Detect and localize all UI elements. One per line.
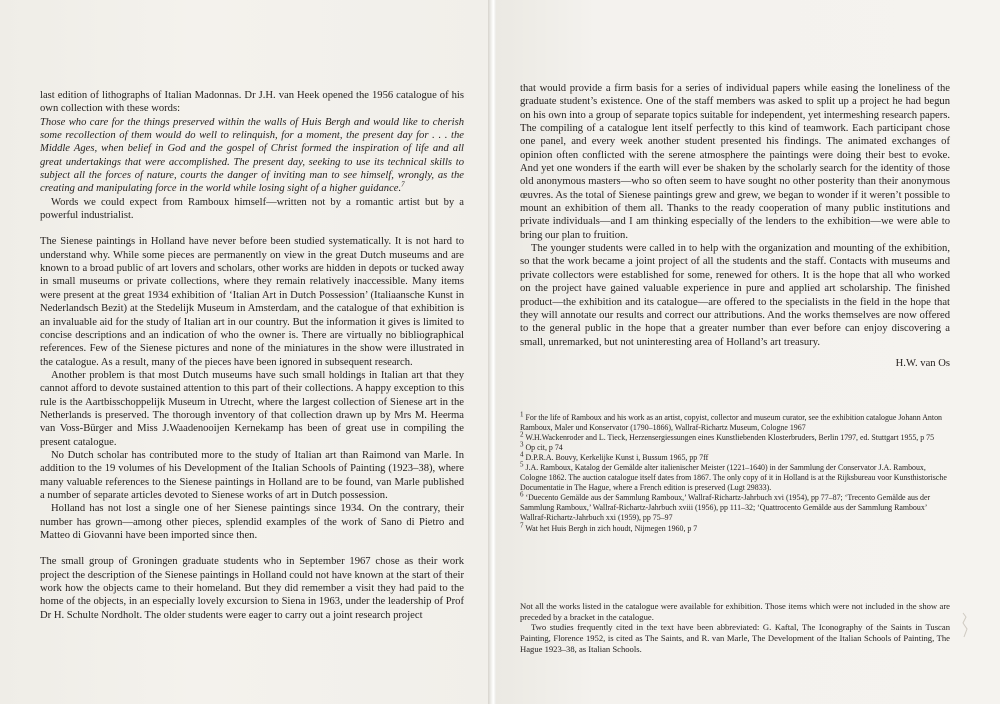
left-page: [0, 0, 490, 704]
footnote-item: $^4$ D.P.R.A. Bouvy, Kerkelijke Kunst i, Bussum 1965, pp 7ff: [520, 450, 709, 463]
footnote-item: $^1$ For the life of Ramboux and his work as an artist, copyist, collector and museum curator, see the exhibition catalogue Johann Anton Ramboux, Maler und Konservator (1790–1866), Wallraf-Richartz Museum, Cologne 1967: [520, 410, 942, 433]
paragraph: No Dutch scholar has contributed more to the study of Italian art than Raimond van Marle. In addition to the 19 volumes of his Development of the Italian Schools of Painting (1923–38), where many valuable references to the Sienese paintings in Holland are to be found, van Marle published a number of separate articles devoted to Sienese works of art in Dutch possession.: [40, 449, 464, 501]
right-page: [496, 0, 1000, 704]
pencil-mark-icon: [960, 611, 970, 639]
paragraph: that would provide a firm basis for a series of individual papers while easing the loneliness of the graduate student’s existence. One of the staff members was asked to split up a project he had begun on his own into a group of separate topics suitable for independent, yet intermeshing research papers. The compiling of a catalogue lent itself perfectly to this kind of teamwork. Each participant chose one panel, and every week another student presented his findings. The animated exchanges of opinion often conflicted with the serene atmosphere the paintings were doing their best to evoke. And yet one wonders if the earth will ever be shaken by the scholarly search for the identity of those old anonymous masters—who so often seem to have sought no other posterity than their anonymous œuvres. As the total of Sienese paintings grew and grew, we began to wonder if it weren’t possible to mount an exhibition of them all. Thanks to the ready cooperation of many public institutions and private individuals—and I am thinking especially of the lenders to the exhibition—we were able to bring our plan to fruition.: [520, 83, 950, 241]
paragraph: Another problem is that most Dutch museums have such small holdings in Italian art that they cannot afford to devote sustained attention to this part of their collections. A happy exception to this rule is the Aartbisschoppelijk Museum in Utrecht, where the largest collection of Sienese art in the Netherlands is preserved. The thorough inventory of that collection drawn up by Mrs M. Heerma van Voss-Bürger and Miss J.Waadenooijen Kernekamp has been of great use in compiling the present catalogue.: [40, 369, 464, 448]
footnotes: [520, 410, 950, 534]
quote-text: Those who care for the things preserved within the walls of Huis Bergh and would like to cherish some recollection of them would do well to relinquish, for a moment, the present day for . . . the Middle Ages, when belief in God and the gospel of Christ formed the inspiration of life and all great undertakings that were accomplished. The present day, seeking to use its technical skills to subject all the forces of nature, courts the danger of inviting man to see himself, wrongly, as the creating and manipulating force in the world while losing sight of a higher guidance.: [40, 116, 464, 195]
right-column: [520, 82, 950, 370]
intro-paragraph: last edition of lithographs of Italian Madonnas. Dr J.H. van Heek opened the 1956 catalogue of his own collection with these words:: [40, 90, 464, 115]
footnote-item: $^6$ ‘Duecento Gemälde aus der Sammlung Ramboux,’ Wallraf-Richartz-Jahrbuch xvi (1954), pp 77–87; ‘Trecento Gemälde aus der Sammlung Ramboux,’ Wallraf-Richartz-Jahrbuch xviii (1956), pp 111–32; ‘Quattrocento Gemälde aus der Sammlung Ramboux’ Wallraf-Richartz-Jahrbuch xxi (1959), pp 75–97: [520, 490, 931, 523]
paragraph: Not all the works listed in the catalogue were available for exhibition. Those items which were not included in the show are preceded by a bracket in the catalogue.: [520, 601, 950, 622]
paragraph: Two studies frequently cited in the text have been abbreviated: G. Kaftal, The Iconography of the Saints in Tuscan Painting, Florence 1952, is cited as The Saints, and R. van Marle, The Development of the Italian Schools of Painting, The Hague 1923–38, as Italian Schools.: [520, 622, 950, 654]
catalogue-note: [520, 601, 950, 655]
paragraph: The small group of Groningen graduate students who in September 1967 chose as their work project the description of the Sienese paintings in Holland could not have known at the start of their work how the objects came to their homeland. But they did remember a visit they had paid to the home of the objects, in an especially lovely excursion to Siena in 1963, under the leadership of Prof Dr H. Schulte Nordholt. The older students were eager to carry out a joint research project: [40, 556, 464, 621]
paragraph: The younger students were called in to help with the organization and mounting of the exhibition, so that the work became a joint project of all the students and the staff. Contacts with museums and private collectors were established for some, renewed for others. It is the hope that all who worked on the project have gained valuable experience in pure and applied art scholarship. The finished product—the exhibition and its catalogue—are offered to the specialists in the field in the hope that they will annotate our results and correct our attributions. And the works themselves are now offered to the general public in the hope that a greater number than ever before can enjoy discovering a small, unremarked, but not uninteresting area of Holland’s art treasury.: [520, 243, 950, 348]
author-signature: H.W. van Os: [895, 357, 950, 369]
left-column: [40, 89, 464, 622]
footnote-item: $^7$ Wat het Huis Bergh in zich houdt, Nijmegen 1960, p 7: [520, 520, 698, 533]
footnote-ref: 7: [401, 180, 405, 189]
footnote-item: $^5$ J.A. Ramboux, Katalog der Gemälde alter italienischer Meister (1221–1640) in der Sammlung der Conservator J.A. Ramboux, Cologne 1862. The auction catalogue itself dates from 1867. The only copy of it in Holland is at the Rijksbureau voor Kunsthistorische Documentatie in The Hague, where a French edition is preserved (Lugt 29833).: [520, 460, 947, 493]
paragraph: The Sienese paintings in Holland have never before been studied systematically. It is not hard to understand why. While some pieces are permanently on view in the great Dutch museums and are known to a broad public of art lovers and scholars, other works are hidden in depots or tucked away in small museums or private collections, where they remain relatively inaccessible. Many items were present at the great 1934 exhibition of ‘Italian Art in Dutch Possession’ (Italiaansche Kunst in Nederlandsch Bezit) at the Stedelijk Museum in Amsterdam, and the catalogue of that exhibition is an invaluable aid for the study of Italian art in our country. But the information it gives is limited to concise descriptions and an indication of who the owner is. There are virtually no bibliographical references. Few of the Sienese pictures and none of the miniatures in the show were illustrated in the catalogue. As a result, many of the pieces have been ignored in subsequent research.: [40, 236, 464, 368]
block-quote: [40, 116, 464, 196]
paragraph: Words we could expect from Ramboux himself—written not by a romantic artist but by a powerful industrialist.: [40, 196, 464, 222]
footnote-item: $^2$ W.H.Wackenroder and L. Tieck, Herzensergiessungen eines Kunstliebenden Klosterbruders, Berlin 1797, ed. Stuttgart 1955, p 75: [520, 430, 935, 443]
footnote-item: $^3$ Op cit, p 74: [520, 440, 563, 453]
paragraph: Holland has not lost a single one of her Sienese paintings since 1934. On the contrary, their number has grown—among other pieces, splendid examples of the work of Sano di Pietro and Matteo di Giovanni have been imported since then.: [40, 503, 464, 541]
